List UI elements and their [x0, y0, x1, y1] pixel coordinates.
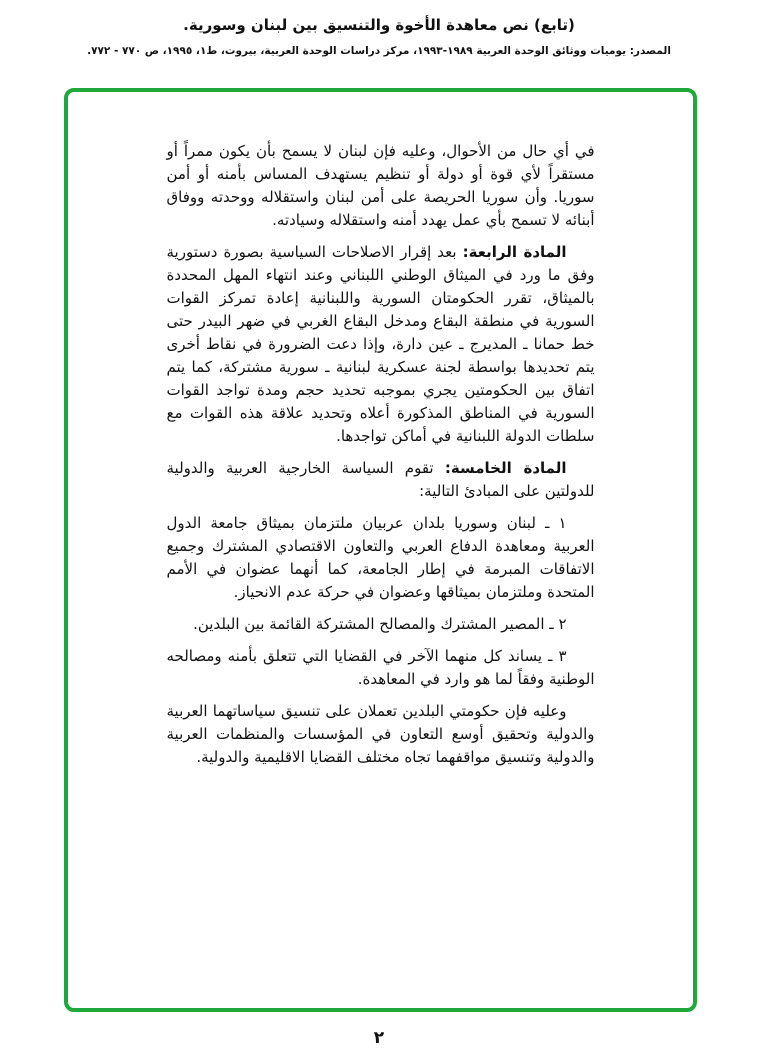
paragraph-lead: المادة الرابعة:	[462, 243, 567, 261]
document-frame	[64, 88, 697, 1012]
paragraph-text: ١ ـ لبنان وسوريا بلدان عربيان ملتزمان بميثاق جامعة الدول العربية ومعاهدة الدفاع العربي والتعاون الاقتصادي المشترك وجميع الاتفاقات المبرمة في إطار الجامعة، كما أنهما عضوان في الأمم المتحدة وملتزمان بميثاقها وعضوان في حركة عدم الانحياز.	[166, 514, 595, 601]
paragraph-lead: المادة الخامسة:	[444, 459, 567, 477]
paragraph-text: وعليه فإن حكومتي البلدين تعملان على تنسيق سياساتهما العربية والدولية وتحقيق أوسع التعاون في المؤسسات والمنظمات العربية والدولية وتنسيق مواقفهما تجاه مختلف القضايا الاقليمية والدولية.	[166, 702, 595, 766]
paragraph	[167, 613, 595, 636]
paragraph	[167, 700, 595, 769]
document-body	[167, 140, 595, 769]
paragraph-text: في أي حال من الأحوال، وعليه فإن لبنان لا يسمح بأن يكون ممراً أو مستقراً لأي قوة أو دولة أو تنظيم يستهدف المساس بأمنه أو أمن سوريا. وأن سوريا الحريصة على أمن لبنان واستقلاله ووحدته ووفاق أبنائه لا تسمح بأي عمل يهدد أمنه واستقلاله وسيادته.	[166, 142, 595, 229]
paragraph	[167, 512, 595, 604]
paragraph	[167, 457, 595, 503]
doc-title: (تابع) نص معاهدة الأخوة والتنسيق بين لبنان وسورية.	[183, 16, 575, 34]
source-line: المصدر: يوميات ووثائق الوحدة العربية ١٩٨٩-١٩٩٣، مركز دراسات الوحدة العربية، بيروت، ط١، ١٩٩٥، ص ٧٧٠ - ٧٧٢.	[87, 45, 671, 57]
paragraph-text: ٣ ـ يساند كل منهما الآخر في القضايا التي تتعلق بأمنه ومصالحه الوطنية وفقاً لما هو وارد في المعاهدة.	[166, 647, 595, 688]
paragraph	[167, 241, 595, 448]
paragraph	[167, 140, 595, 232]
paragraph-text: تقوم السياسة الخارجية العربية والدولية للدولتين على المبادئ التالية:	[166, 459, 595, 500]
paragraph-text: بعد إقرار الاصلاحات السياسية بصورة دستورية وفق ما ورد في الميثاق الوطني اللبناني وعند انتهاء المهل المحددة بالميثاق، تقرر الحكومتان السورية واللبنانية إعادة تمركز القوات السورية في منطقة البقاع ومدخل البقاع الغربي في ضهر البيدر حتى خط حمانا ـ المديرج ـ عين دارة، وإذا دعت الضرورة في نقاط أخرى يتم تحديدها بواسطة لجنة عسكرية لبنانية ـ سورية مشتركة، كما يتم اتفاق بين الحكومتين يجري بموجبه تحديد حجم ومدة تواجد القوات السورية في المناطق المذكورة أعلاه وتحديد علاقة هذه القوات مع سلطات الدولة اللبنانية في أماكن تواجدها.	[166, 243, 595, 445]
paragraph	[167, 645, 595, 691]
page-header	[0, 0, 758, 57]
page-number: ٢	[373, 1028, 385, 1048]
paragraph-text: ٢ ـ المصير المشترك والمصالح المشتركة القائمة بين البلدين.	[193, 615, 567, 633]
